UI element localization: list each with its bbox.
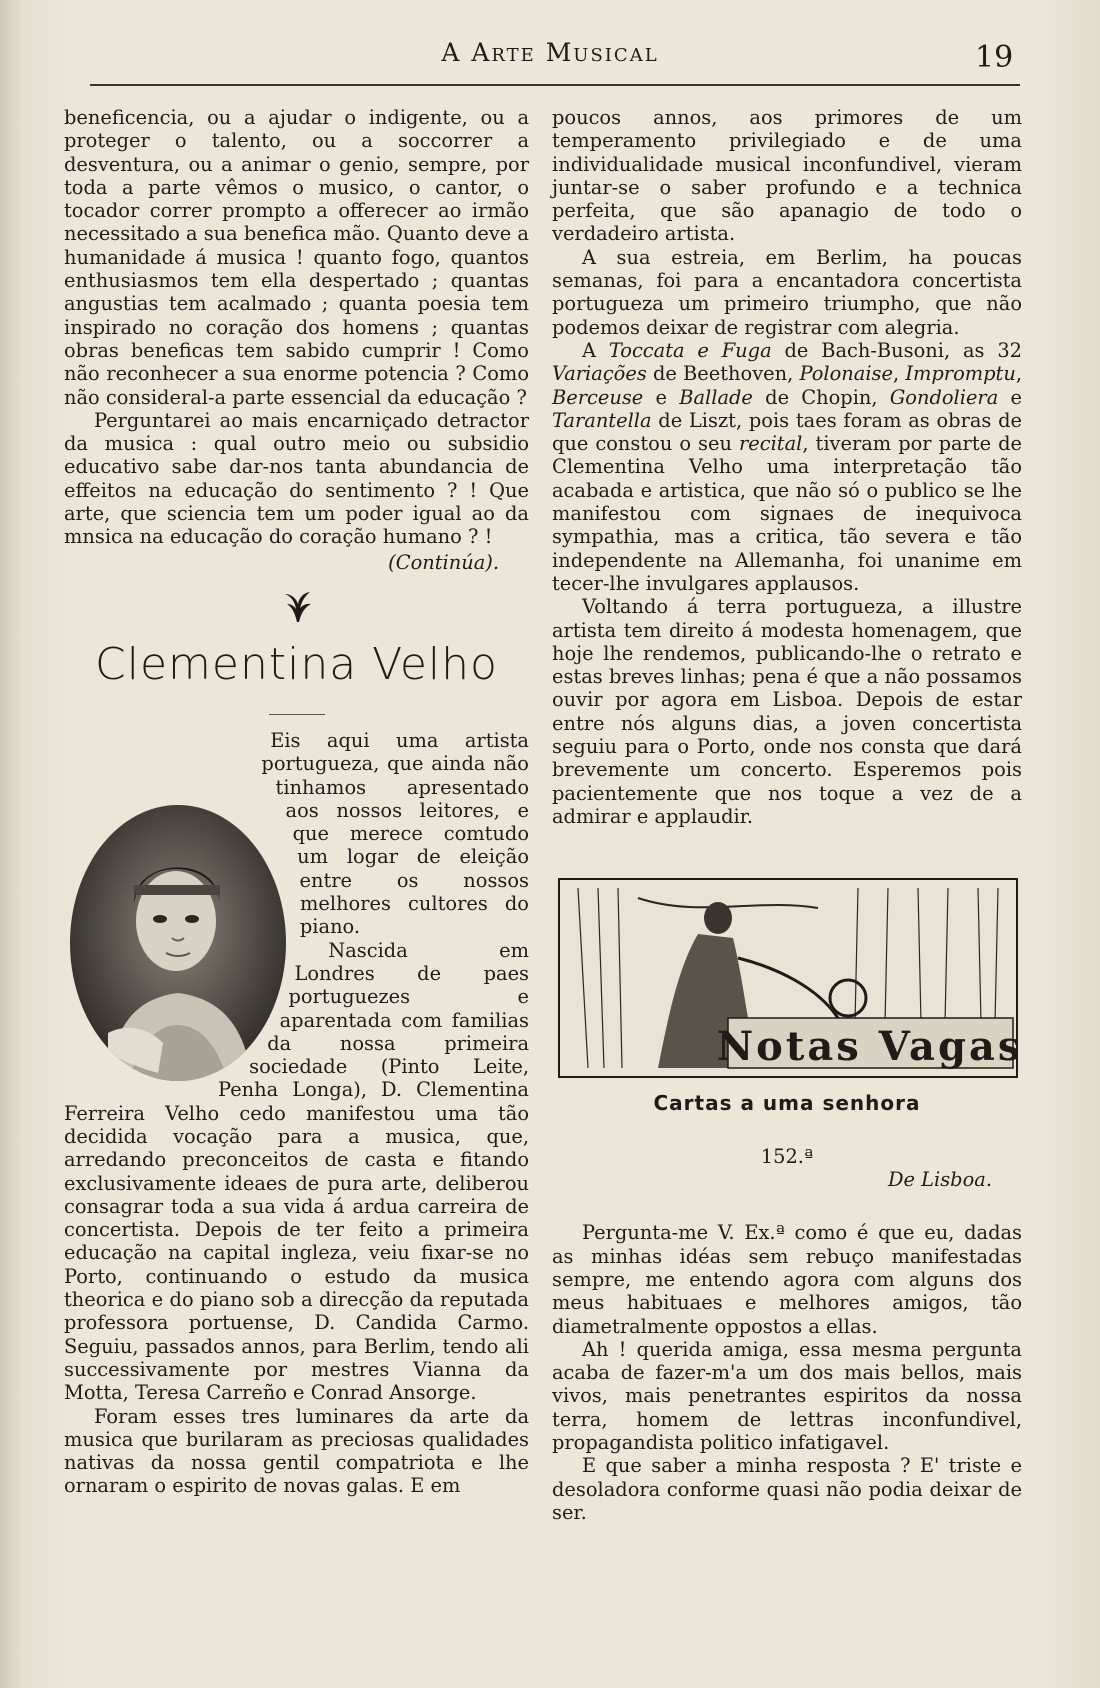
paragraph: Ah ! querida amiga, essa mesma pergunta acaba de fazer-m'a um dos mais bellos, mais vivos, mais penetrantes espiritos da nossa terra, homem de lettras inconfundivel, propagandista politico infatigavel.: [552, 1337, 1022, 1455]
paragraph: [64, 729, 529, 939]
paragraph: Foram esses tres luminares da arte da musica que burilaram as preciosas qualidades nativas da nossa gentil compatriota e lhe ornaram o espirito de novas galas. E em: [64, 1404, 529, 1498]
fleuron-icon: [64, 588, 529, 628]
page-number: 19: [975, 40, 1014, 75]
continued-paragraph: beneficencia, ou a ajudar o indigente, ou a proteger o talento, ou a soccorrer a desventura, ou a animar o genio, sempre, por toda a parte vêmos o musico, o cantor, o tocador correr prompto a offerecer ao irmão necessitado a sua benefica mão. Quanto deve a humanidade á musica ! quanto fogo, quantos enthusiasmos tem ella despertado ; quantas angustias tem acalmado ; quanta poesia tem inspirado no coração dos homens ; quantas obras beneficas tem sabido cumprir ! Como não reconhecer a sua enorme potencia ? Como não consideral-a parte essencial da educação ?: [64, 106, 529, 409]
paragraph: Nascida em Londres de paes portuguezes e aparentada com familias da nossa primeira sociedade (Pinto Leite, Penha Longa), D. Clementina Ferreira Velho cedo manifestou uma tão decidida vocação para a musica, que, arredando preconceitos de casta e fitando exclusivamente ideaes de pura arte, deliberou consagrar toda a sua vida á ardua carreira de concertista. Depois de ter feito a primeira educação na capital ingleza, veiu fixar-se no Porto, continuando o estudo da musica theorica e do piano sob a direcção da reputada professora portuense, D. Candida Carmo. Seguiu, passados annos, para Berlim, tendo ali successivamente por mestres Vianna da Motta, Teresa Carreño e Conrad Ansorge.: [64, 938, 529, 1405]
work-title: Gondoliera: [889, 385, 999, 409]
paragraph: A sua estreia, em Berlim, ha poucas semanas, foi para a encantadora concertista portugueza um primeiro triumpho, que não podemos deixar de registrar com alegria.: [552, 245, 1022, 339]
illustration-caption: Notas Vagas: [716, 1023, 1018, 1071]
text-run: de Chopin,: [752, 385, 890, 409]
paragraph: E que saber a minha resposta ? E' triste e desoladora conforme quasi não podia deixar de ser.: [552, 1454, 1022, 1524]
text-run: e: [643, 385, 680, 409]
right-column: [552, 106, 1022, 1524]
text-run: de Bach-Busoni, as 32: [771, 338, 1023, 362]
work-title: Tarantella: [552, 408, 652, 432]
paragraph: Voltando á terra portugueza, a illustre artista tem direito á modesta homenagem, que hoje lhe rendemos, publicando-lhe o retrato e estas breves linhas; pena é que a não possamos ouvir por agora em Lisboa. Depois de estar entre nós alguns dias, a joven concertista seguiu para o Porto, onde nos consta que dará brevemente um concerto. Esperemos pois pacientemente que nos toque a vez de a admirar e applaudir.: [552, 595, 1022, 828]
letter-place: De Lisboa.: [887, 1168, 992, 1192]
text-run: ,: [1015, 362, 1022, 386]
emphasis: recital: [738, 432, 803, 456]
letter-number: 152.ª: [760, 1144, 814, 1168]
work-title: Ballade: [679, 385, 753, 409]
notas-vagas-illustration: [558, 878, 1018, 1078]
continued-paragraph: poucos annos, aos primores de um temperamento privilegiado e de uma individualidade musical inconfundivel, vieram juntar-se o saber profundo e a technica perfeita, que são apanagio de todo o verdadeiro artista.: [552, 106, 1022, 246]
text-run: e: [998, 385, 1022, 409]
left-column: [64, 106, 529, 1498]
text-run: de Beethoven,: [646, 362, 800, 386]
section-subhead: Cartas a uma senhora: [653, 1090, 921, 1115]
paragraph-recital: [552, 339, 1022, 595]
work-title: Polonaise: [799, 362, 893, 386]
title-rule: [269, 714, 325, 715]
text-run: de Liszt, pois taes foram as obras de que constou o seu: [552, 408, 1022, 456]
continua-note: (Continúa).: [388, 550, 499, 574]
paragraph-text: Eis aqui uma artista portugueza, que ainda não tinhamos apresentado aos nossos leitores, e que merece comtudo um logar de eleição entre os nossos melhores cultores do piano.: [261, 728, 529, 939]
work-title: Variações: [552, 362, 647, 386]
paragraph: Perguntarei ao mais encarniçado detractor da musica : qual outro meio ou subsidio educativo sabe dar-nos tanta abundancia de effeitos na educação do sentimento ? ! Que arte, que sciencia tem um poder igual ao da mnsica na educação do coração humano ? !: [64, 408, 529, 549]
header-rule: [90, 84, 1020, 86]
text-run: ,: [892, 362, 906, 386]
paragraph: Pergunta-me V. Ex.ª como é que eu, dadas as minhas idéas sem rebuço manifestadas sempre, me entendo agora com alguns dos meus habituaes e melhores amigos, tão diametralmente oppostos a ellas.: [552, 1221, 1022, 1338]
work-title: Berceuse: [552, 385, 644, 409]
article-title: Clementina Velho: [95, 638, 498, 690]
running-header-title: A Arte Musical: [441, 38, 659, 67]
work-title: Toccata e Fuga: [608, 338, 772, 362]
work-title: Impromptu: [905, 362, 1016, 386]
text-run: A: [582, 338, 609, 362]
text-run: , tiveram por parte de Clementina Velho uma interpretação tão acabada e artistica, que não só o publico se lhe manifestou com signaes de inequivoca sympathia, mas a critica, tão severa e tão independente na Allemanha, foi unanime em tecer-lhe invulgares applausos.: [552, 432, 1022, 595]
portrait-photo: [68, 803, 288, 1083]
